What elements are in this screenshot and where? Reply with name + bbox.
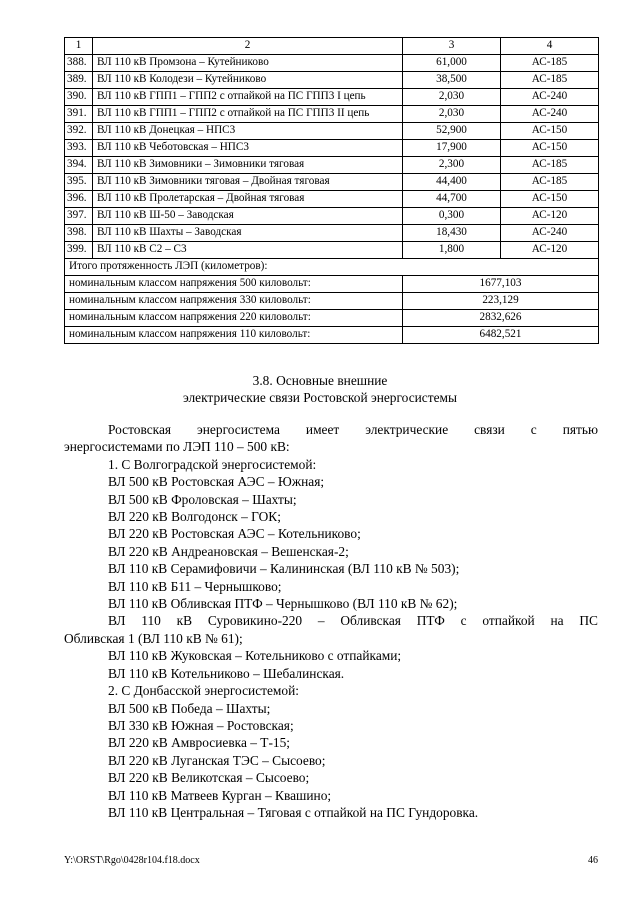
list-item: ВЛ 220 кВ Ростовская АЭС – Котельниково; [108,526,361,542]
row-number: 389. [65,72,93,89]
line-length: 2,300 [403,157,501,174]
wire-type: АС-185 [501,55,599,72]
list-item: ВЛ 110 кВ Котельниково – Шебалинская. [108,665,345,681]
total-row-value: 1677,103 [403,276,599,293]
row-number: 390. [65,89,93,106]
row-number: 396. [65,191,93,208]
line-length: 0,300 [403,208,501,225]
line-length: 61,000 [403,55,501,72]
wire-type: АС-240 [501,89,599,106]
list-item: ВЛ 500 кВ Фроловская – Шахты; [108,491,297,507]
group2-title: 2. С Донбасской энергосистемой: [108,683,299,699]
wire-type: АС-185 [501,72,599,89]
wire-type: АС-185 [501,157,599,174]
list-item: ВЛ 500 кВ Ростовская АЭС – Южная; [108,474,325,490]
total-row-label: номинальным классом напряжения 220 киловольт: [65,310,403,327]
table-row [65,208,599,225]
wire-type: АС-185 [501,174,599,191]
section-heading-line2: электрические связи Ростовской энергосистемы [182,390,458,405]
table-row [65,89,599,106]
group2-list [64,700,598,822]
line-name: ВЛ 110 кВ Промзона – Кутейниково [93,55,403,72]
total-row-label: номинальным классом напряжения 500 киловольт: [65,276,403,293]
header-cell: 3 [403,38,501,55]
line-name: ВЛ 110 кВ Шахты – Заводская [93,225,403,242]
line-length: 18,430 [403,225,501,242]
row-number: 388. [65,55,93,72]
group1-list [64,473,598,612]
line-length: 52,900 [403,123,501,140]
total-row-label: номинальным классом напряжения 330 киловольт: [65,293,403,310]
section-body [64,421,598,821]
list-item: ВЛ 220 кВ Луганская ТЭС – Сысоево; [108,752,326,768]
footer-path: Y:\ORST\Rgo\0428r104.f18.docx [64,855,200,866]
line-length: 2,030 [403,106,501,123]
table-row [65,174,599,191]
table-row [65,191,599,208]
line-name: ВЛ 110 кВ Донецкая – НПС3 [93,123,403,140]
total-row [65,293,599,310]
list-item: ВЛ 110 кВ Серамифовичи – Калининская (ВЛ 110 кВ № 503); [108,561,460,577]
wire-type: АС-150 [501,191,599,208]
row-number: 397. [65,208,93,225]
group1-long-line2: Обливская 1 (ВЛ 110 кВ № 61); [64,630,243,646]
line-length: 38,500 [403,72,501,89]
list-item: ВЛ 110 кВ Жуковская – Котельниково с отпайками; [108,648,402,664]
table-row [65,140,599,157]
total-row-value: 2832,626 [403,310,599,327]
list-item: ВЛ 110 кВ Центральная – Тяговая с отпайкой на ПС Гундоровка. [108,804,479,820]
line-length: 1,800 [403,242,501,259]
table-row [65,72,599,89]
total-label: Итого протяженность ЛЭП (километров): [65,259,599,276]
wire-type: АС-240 [501,225,599,242]
list-item: ВЛ 220 кВ Андреановская – Вешенская-2; [108,543,349,559]
line-length: 17,900 [403,140,501,157]
line-name: ВЛ 110 кВ Ш-50 – Заводская [93,208,403,225]
group1-list-tail [64,647,598,682]
list-item: ВЛ 220 кВ Волгодонск – ГОК; [108,509,281,525]
list-item: ВЛ 110 кВ Обливская ПТФ – Чернышково (ВЛ 110 кВ № 62); [108,596,458,612]
table-header-row [65,38,599,55]
total-row-value: 223,129 [403,293,599,310]
row-number: 393. [65,140,93,157]
line-name: ВЛ 110 кВ Зимовники тяговая – Двойная тяговая [93,174,403,191]
row-number: 392. [65,123,93,140]
table-row [65,157,599,174]
total-row-value: 6482,521 [403,327,599,344]
power-lines-table [64,37,599,344]
table-row [65,55,599,72]
row-number: 398. [65,225,93,242]
intro-line2: энергосистемами по ЛЭП 110 – 500 кВ: [64,439,290,455]
group1-title: 1. С Волгоградской энергосистемой: [108,456,317,472]
table-row [65,123,599,140]
row-number: 399. [65,242,93,259]
intro-line1: Ростовская энергосистема имеет электрические связи с пятью [108,422,598,437]
wire-type: АС-150 [501,123,599,140]
line-name: ВЛ 110 кВ Колодези – Кутейниково [93,72,403,89]
header-cell: 1 [65,38,93,55]
list-item: ВЛ 220 кВ Великотская – Сысоево; [108,770,310,786]
list-item: ВЛ 330 кВ Южная – Ростовская; [108,717,294,733]
list-item: ВЛ 110 кВ Матвеев Курган – Квашино; [108,787,332,803]
line-name: ВЛ 110 кВ ГПП1 – ГПП2 с отпайкой на ПС ГПП3 II цепь [93,106,403,123]
wire-type: АС-240 [501,106,599,123]
line-length: 2,030 [403,89,501,106]
wire-type: АС-150 [501,140,599,157]
total-row [65,310,599,327]
section-heading [0,372,640,406]
line-name: ВЛ 110 кВ ГПП1 – ГПП2 с отпайкой на ПС ГПП3 I цепь [93,89,403,106]
section-heading-line1: 3.8. Основные внешние [252,373,388,388]
line-length: 44,700 [403,191,501,208]
total-label-row [65,259,599,276]
line-name: ВЛ 110 кВ Пролетарская – Двойная тяговая [93,191,403,208]
wire-type: АС-120 [501,242,599,259]
table-row [65,225,599,242]
list-item: ВЛ 110 кВ Б11 – Чернышково; [108,578,282,594]
group1-long-line1: ВЛ 110 кВ Суровикино-220 – Обливская ПТФ с отпайкой на ПС [108,613,598,629]
row-number: 391. [65,106,93,123]
total-row-label: номинальным классом напряжения 110 киловольт: [65,327,403,344]
row-number: 395. [65,174,93,191]
total-row [65,327,599,344]
header-cell: 4 [501,38,599,55]
table-row [65,106,599,123]
header-cell: 2 [93,38,403,55]
list-item: ВЛ 500 кВ Победа – Шахты; [108,700,271,716]
row-number: 394. [65,157,93,174]
line-name: ВЛ 110 кВ Зимовники – Зимовники тяговая [93,157,403,174]
line-length: 44,400 [403,174,501,191]
line-name: ВЛ 110 кВ С2 – С3 [93,242,403,259]
page-number: 46 [588,855,598,866]
total-row [65,276,599,293]
table-row [65,242,599,259]
line-name: ВЛ 110 кВ Чеботовская – НПС3 [93,140,403,157]
list-item: ВЛ 220 кВ Амвросиевка – Т-15; [108,735,291,751]
wire-type: АС-120 [501,208,599,225]
